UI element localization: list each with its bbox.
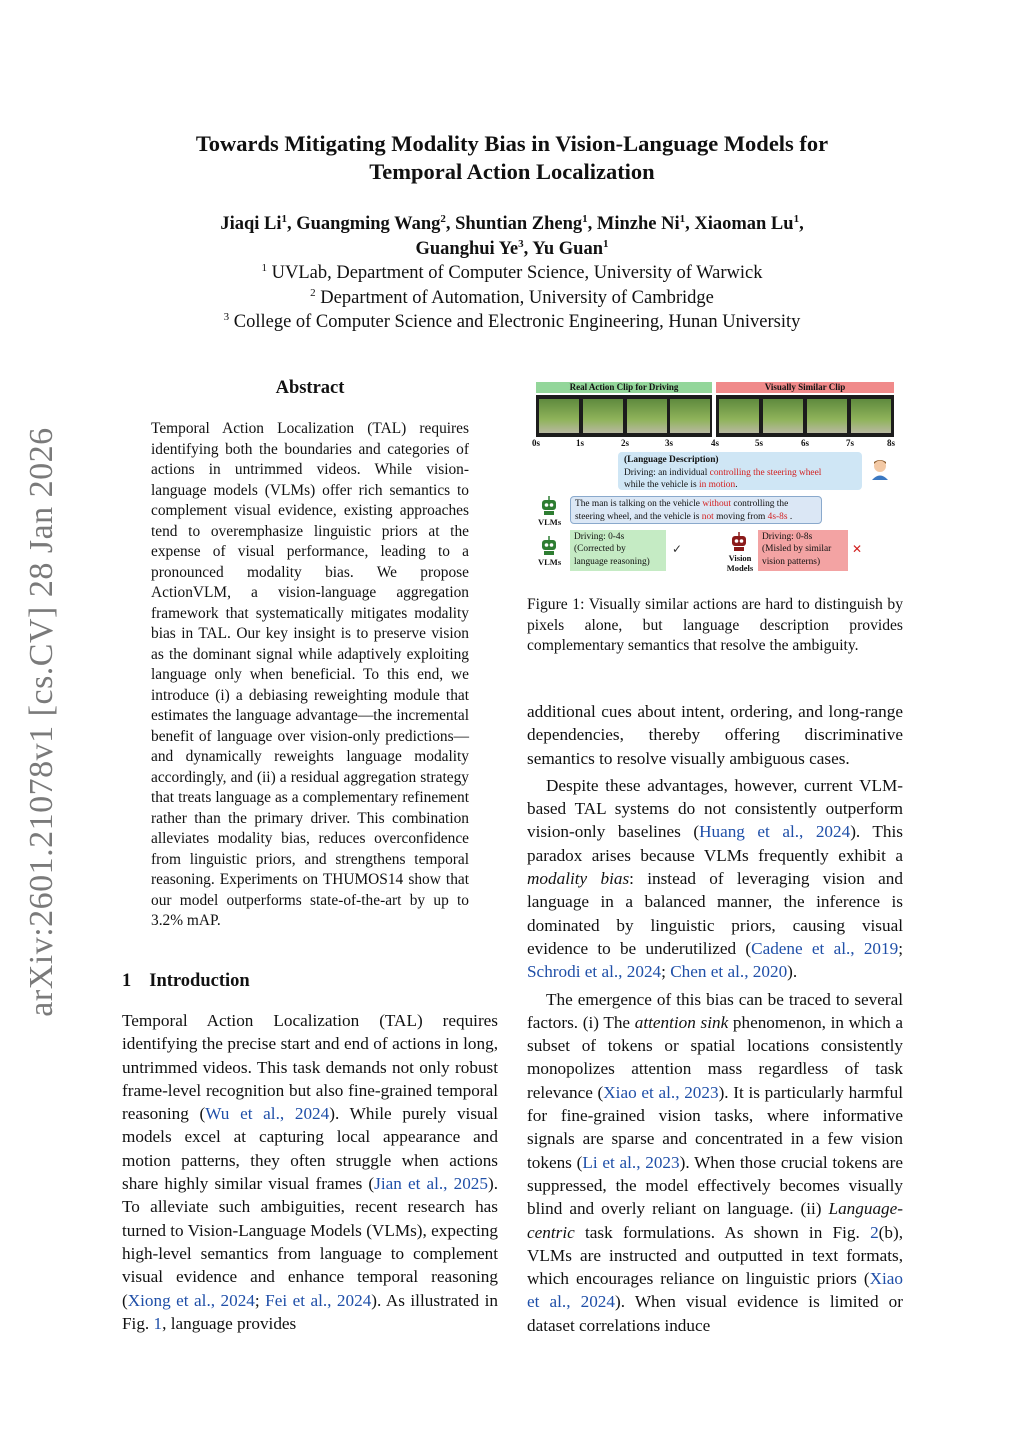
author: Xiaoman Lu (694, 214, 794, 234)
citation-link[interactable]: Huang et al., 2024 (699, 822, 851, 842)
time-tick: 0s (532, 438, 541, 448)
video-frame (851, 399, 891, 433)
video-frame (670, 399, 710, 433)
paragraph: additional cues about intent, ordering, and long-range dependencies, thereby offering discriminative semantics to resolve visually ambiguous cases. (527, 702, 903, 768)
title-line-2: Temporal Action Localization (369, 159, 655, 184)
author: Shuntian Zheng (455, 214, 583, 234)
video-frame (763, 399, 803, 433)
author: Guanghui Ye (415, 239, 519, 259)
video-frame (583, 399, 623, 433)
time-tick: 8s (887, 438, 896, 448)
affiliation-1: $^1$ UVLab, Department of Computer Science, University of Warwick (261, 261, 763, 283)
citation-link[interactable]: Fei et al., 2024 (265, 1290, 372, 1310)
vision-models-label: Vision Models (726, 553, 754, 573)
citation-link[interactable]: Jian et al., 2025 (374, 1174, 488, 1194)
figure-ref-link[interactable]: 1 (153, 1313, 163, 1333)
figure-1 (528, 378, 900, 578)
vision-result-box: Driving: 0-8s (Misled by similar vision patterns) (758, 530, 848, 571)
abstract-text: Temporal Action Localization (TAL) requires identifying both the boundaries and categories of actions in untrimmed videos. While vision-language models (VLMs) offer rich semantics to complement visual evidence, existing approaches tend to overemphasize linguistic priors at the expense of visual performance, leading to a pronounced modality bias. We propose ActionVLM, a vision-language aggregation framework that systematically mitigates modality bias in TAL. Our key insight is to preserve vision as the dominant signal while adaptively exploiting language only when beneficial. To this end, we introduce (i) a debiasing reweighting module that estimates the language advantage—the incremental benefit of language over vision-only predictions—and dynamically reweights language modality accordingly, and (ii) a residual aggregation strategy that treats language as a complementary refinement rather than the primary driver. This combination alleviates modality bias, reduces overconfidence from linguistic priors, and strengthens temporal reasoning. Experiments on THUMOS14 show that our model outperforms state-of-the-art by up to 3.2% mAP. (151, 420, 469, 929)
video-frame (807, 399, 847, 433)
paragraph: Despite these advantages, however, current VLM-based TAL systems do not consistently outperform vision-only baselines (Huang et al., 2024). This paradox arises because VLMs frequently exhibit a modality bias: instead of leveraging vision and language in a balanced manner, the inference is dominated by linguistic priors, causing visual evidence to be underutilized (Cadene et al., 2019; Schrodi et al., 2024; Chen et al., 2020). (527, 775, 903, 982)
time-tick: 3s (665, 438, 674, 448)
time-tick: 6s (801, 438, 810, 448)
robot-icon (728, 530, 750, 552)
banner-real-clip: Real Action Clip for Driving (536, 382, 712, 393)
check-icon: ✓ (672, 542, 683, 556)
vlm-output-bubble: The man is talking on the vehicle without controlling the steering wheel, and the vehicle is not moving from 4s-8s . (570, 496, 822, 524)
arxiv-watermark: arXiv:2601.21078v1 [cs.CV] 28 Jan 2026 (23, 427, 60, 1017)
paragraph: The emergence of this bias can be traced to several factors. (i) The attention sink phenomenon, in which a subset of tokens or spatial locations consistently monopolizes attention mass regardless of task relevance (Xiao et al., 2023). It is particularly harmful for fine-grained vision tasks, where informative signals are sparse and concentrated in a few vision tokens (Li et al., 2023). When those crucial tokens are suppressed, the model effectively becomes visually blind and overly reliant on language. (ii) Language-centric task formulations. As shown in Fig. 2(b), VLMs are instructed and outputted in text formats, which encourages reliance on linguistic priors (Xiao et al., 2024). When visual evidence is limited or dataset correlations induce (527, 989, 904, 1335)
author: Guangming Wang (296, 214, 441, 234)
banner-similar-clip: Visually Similar Clip (716, 382, 894, 393)
language-description-bubble: (Language Description) Driving: an individual controlling the steering wheel while the vehicle is in motion. (618, 452, 862, 490)
time-tick: 7s (846, 438, 855, 448)
figure-ref-link[interactable]: 2 (870, 1222, 879, 1242)
vlms-label: VLMs (538, 517, 562, 527)
video-frame (719, 399, 759, 433)
figure-caption: Figure 1: Visually similar actions are hard to distinguish by pixels alone, but language description provides complementary semantics that resolve the ambiguity. (527, 596, 903, 654)
citation-link[interactable]: Xiao et al., 2023 (603, 1082, 719, 1102)
author-list: Jiaqi Li$^1$, Guangming Wang$^2$, Shuntian Zheng$^1$, Minzhe Ni$^1$, Xiaoman Lu$^1$, Guanghui Ye$^3$, Yu Guan$^1$ (220, 212, 804, 259)
section-heading-introduction: 1 Introduction (122, 971, 250, 991)
author: Jiaqi Li (220, 214, 282, 234)
right-column-body (527, 700, 903, 1337)
filmstrip-similar (716, 395, 894, 437)
time-tick: 2s (621, 438, 630, 448)
citation-link[interactable]: Cadene et al., 2019 (751, 938, 899, 958)
vlm-result-box: Driving: 0-4s (Corrected by language reasoning) (570, 530, 666, 571)
time-tick: 5s (755, 438, 764, 448)
paragraph: Temporal Action Localization (TAL) requires identifying the precise start and end of actions in long, untrimmed videos. This task demands not only robust frame-level recognition but also fine-grained temporal reasoning (Wu et al., 2024). While purely visual models excel at capturing local appearance and motion patterns, they often struggle when actions share highly similar visual frames (Jian et al., 2025). To alleviate such ambiguities, recent research has turned to Vision-Language Models (VLMs), expecting high-level semantics from language to complement visual evidence and enhance temporal reasoning (Xiong et al., 2024; Fei et al., 2024). As illustrated in Fig. 1, language provides (122, 1011, 499, 1333)
video-frame (539, 399, 579, 433)
author: Minzhe Ni (596, 214, 680, 234)
citation-link[interactable]: Li et al., 2023 (582, 1152, 680, 1172)
cross-icon: ✕ (852, 542, 863, 556)
filmstrip-real (536, 395, 712, 437)
paper-title (112, 130, 912, 186)
citation-link[interactable]: Schrodi et al., 2024 (527, 962, 662, 982)
robot-icon (538, 494, 560, 516)
citation-link[interactable]: Xiao et al., 2024 (527, 1269, 903, 1312)
robot-icon (538, 534, 560, 556)
time-tick: 4s (711, 438, 720, 448)
left-column-body (122, 1009, 498, 1335)
affiliations (112, 261, 912, 335)
abstract-heading: Abstract (275, 378, 345, 398)
citation-link[interactable]: Chen et al., 2020 (670, 962, 788, 982)
person-icon (870, 458, 890, 480)
video-frame (627, 399, 667, 433)
time-tick: 1s (576, 438, 585, 448)
affiliation-2: $^2$ Department of Automation, University of Cambridge (310, 286, 714, 308)
citation-link[interactable]: Xiong et al., 2024 (127, 1290, 255, 1310)
vlms-label: VLMs (538, 557, 562, 567)
citation-link[interactable]: Wu et al., 2024 (205, 1104, 330, 1124)
title-line-1: Towards Mitigating Modality Bias in Vision-Language Models for (195, 131, 829, 156)
affiliation-3: $^3$ College of Computer Science and Electronic Engineering, Hunan University (223, 310, 801, 332)
author: Yu Guan (532, 239, 604, 259)
